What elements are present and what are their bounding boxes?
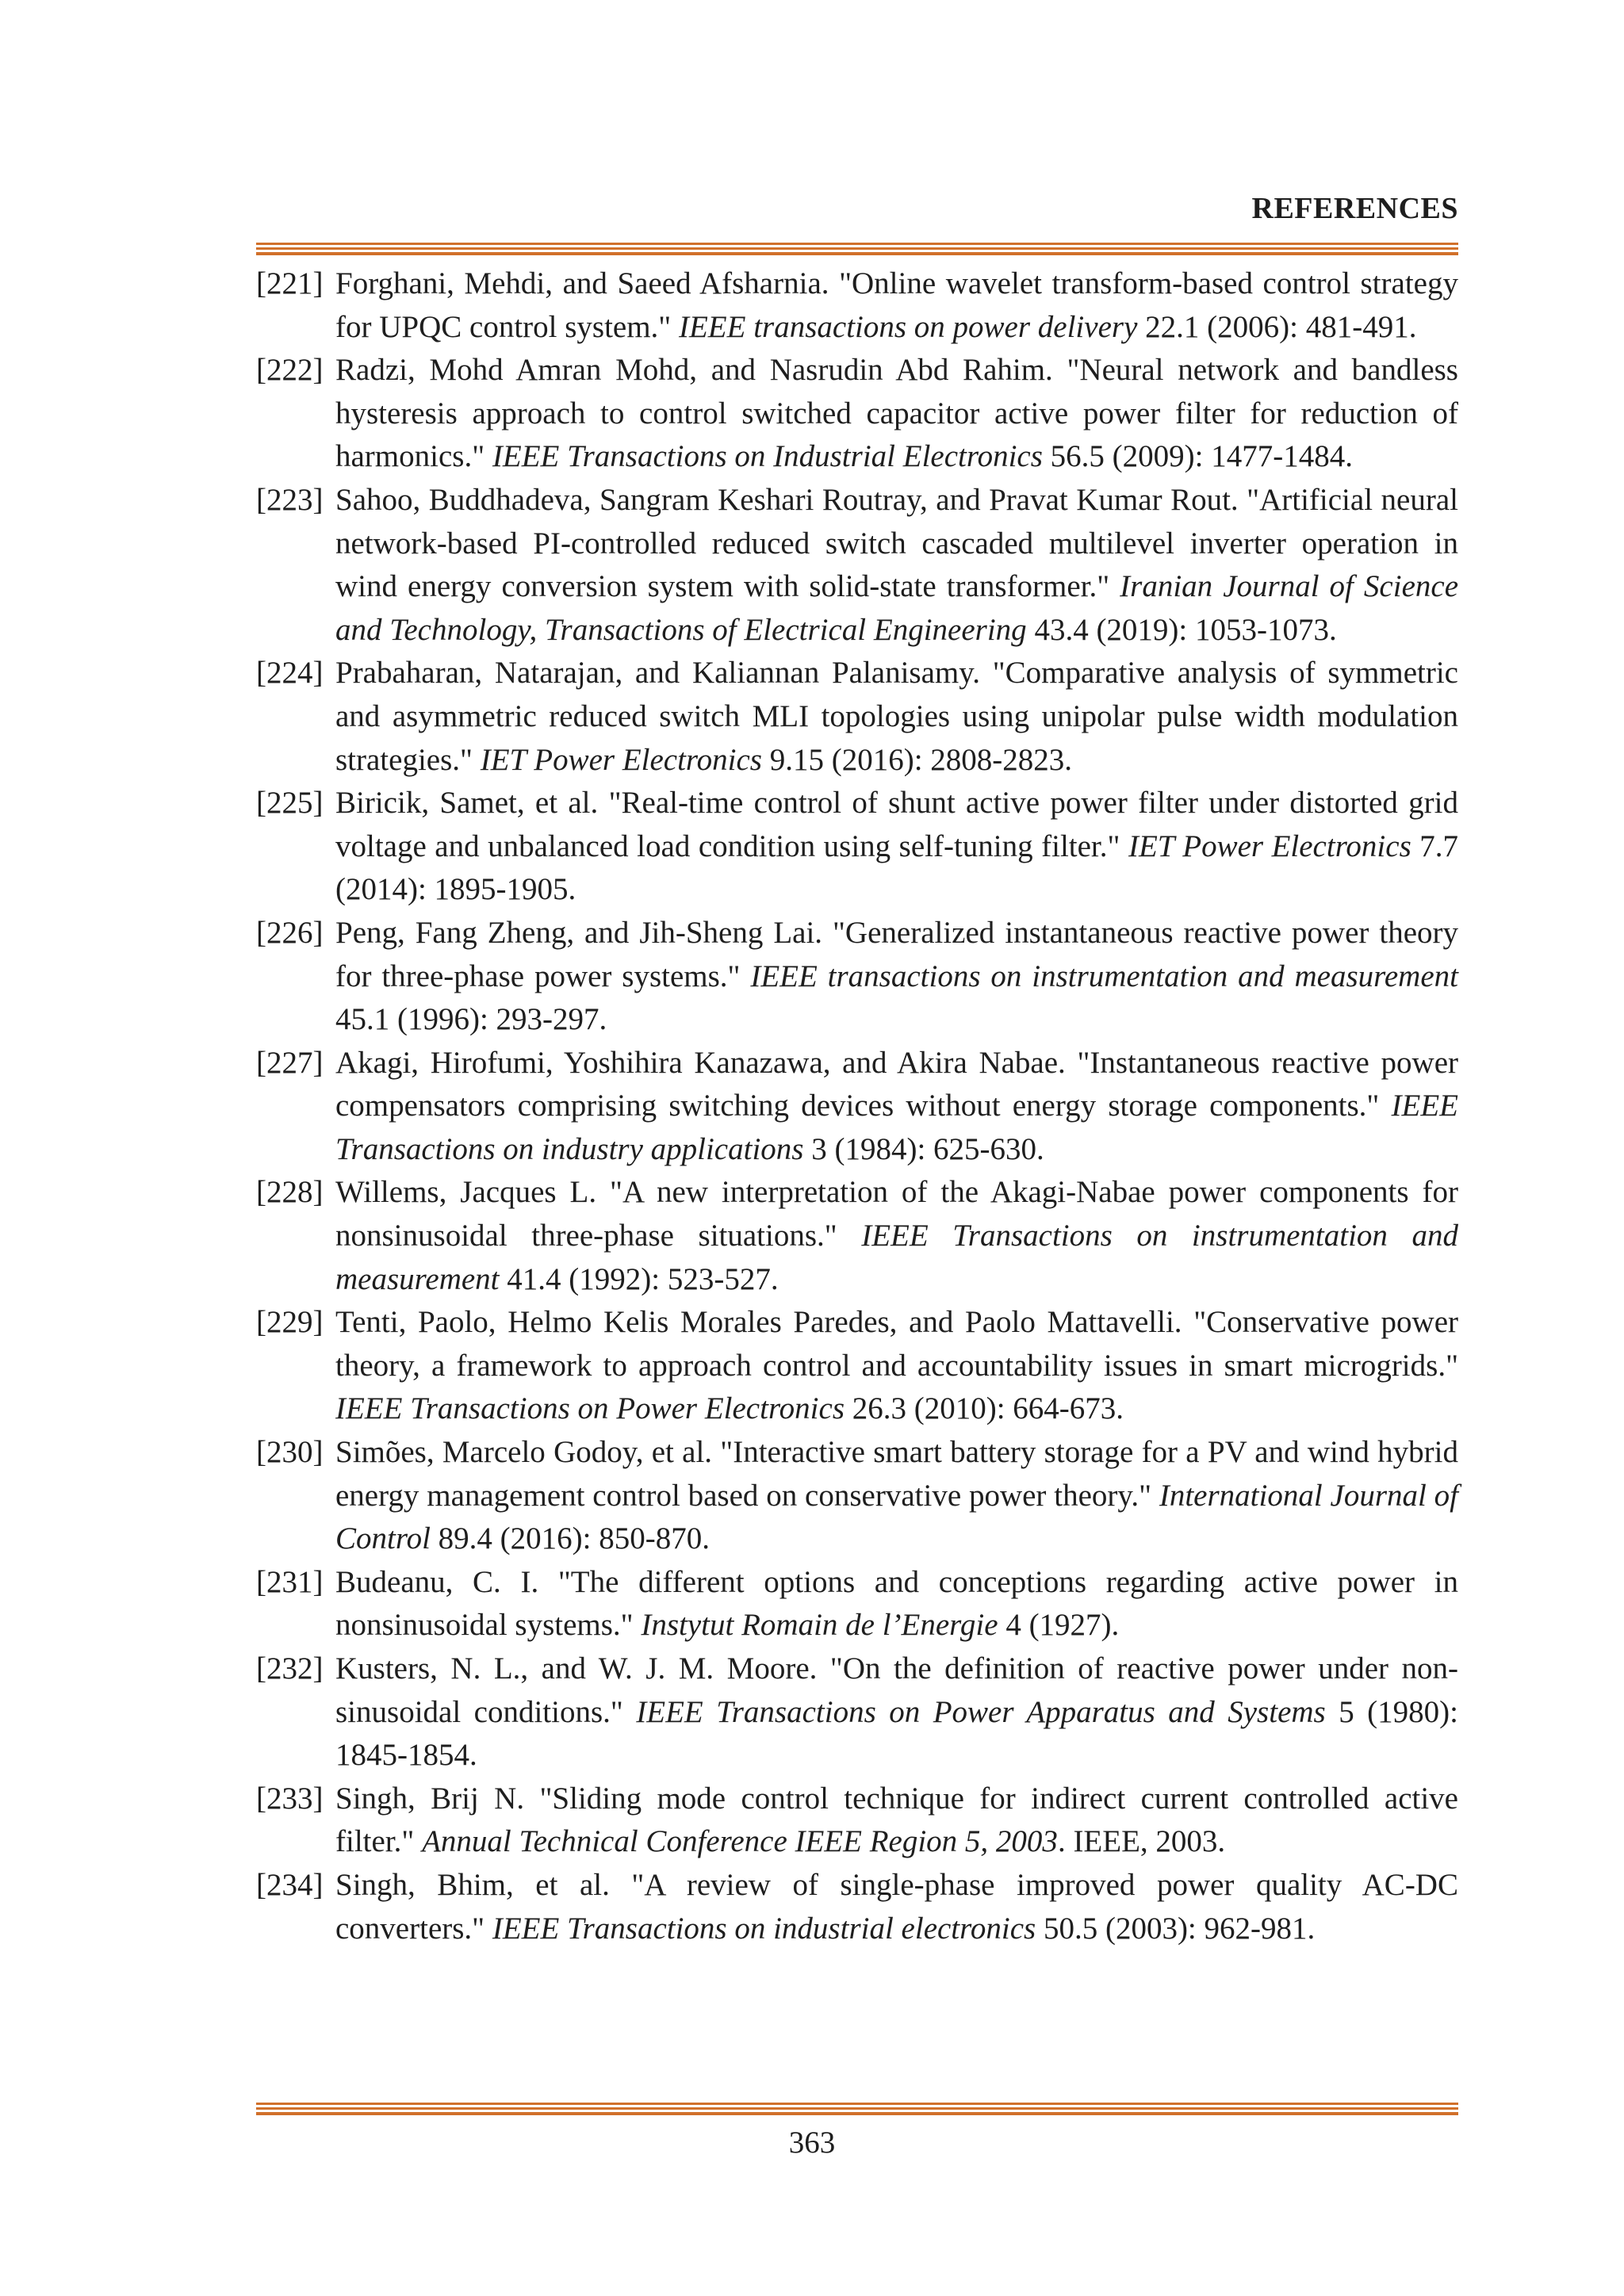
reference-authors-title: Akagi, Hirofumi, Yoshihira Kanazawa, and Akira Nabae. "Instantaneous reactive power compensators comprising switching devices without energy storage components." xyxy=(335,1045,1458,1123)
reference-volume-pages: 26.3 (2010): 664-673. xyxy=(845,1391,1124,1426)
reference-text xyxy=(335,262,1458,349)
reference-entry xyxy=(256,912,1458,1042)
reference-entry xyxy=(256,1042,1458,1172)
reference-volume-pages: 3 (1984): 625-630. xyxy=(803,1131,1044,1166)
reference-text xyxy=(335,652,1458,782)
reference-text xyxy=(335,1042,1458,1172)
reference-text xyxy=(335,1777,1458,1864)
reference-volume-pages: . IEEE, 2003. xyxy=(1057,1824,1226,1859)
reference-journal: IET Power Electronics xyxy=(480,742,762,777)
reference-authors-title: Singh, Bhim, et al. "A review of single-phase improved power quality AC-DC converters." xyxy=(335,1867,1458,1946)
reference-authors-title: Sahoo, Buddhadeva, Sangram Keshari Routray, and Pravat Kumar Rout. "Artificial neural network-based PI-controlled reduced switch cascaded multilevel inverter operation in wind energy conversion system with solid-state transformer." xyxy=(335,482,1458,604)
reference-number: [233] xyxy=(256,1781,324,1816)
reference-journal: Iranian Journal of Science and Technology, Transactions of Electrical Engineering xyxy=(335,569,1459,647)
reference-journal: Annual Technical Conference IEEE Region 5, 2003 xyxy=(422,1824,1058,1859)
reference-entry xyxy=(256,1431,1458,1561)
reference-number: [225] xyxy=(256,786,324,821)
reference-number: [222] xyxy=(256,353,324,388)
reference-authors-title: Kusters, N. L., and W. J. M. Moore. "On the definition of reactive power under non-sinusoidal conditions." xyxy=(335,1651,1458,1729)
reference-number: [229] xyxy=(256,1305,324,1340)
footer-divider xyxy=(256,2103,1458,2118)
reference-text xyxy=(335,1647,1458,1777)
reference-number: [223] xyxy=(256,482,324,517)
page-header-title: REFERENCES xyxy=(1251,192,1458,225)
reference-text xyxy=(335,782,1458,912)
reference-journal: IEEE transactions on power delivery xyxy=(678,309,1138,344)
reference-authors-title: Peng, Fang Zheng, and Jih-Sheng Lai. "Generalized instantaneous reactive power theory for three-phase power systems." xyxy=(335,915,1458,993)
reference-journal: IET Power Electronics xyxy=(1128,828,1411,863)
reference-volume-pages: 5 (1980): 1845-1854. xyxy=(335,1694,1458,1773)
reference-number: [234] xyxy=(256,1867,324,1902)
reference-volume-pages: 89.4 (2016): 850-870. xyxy=(430,1521,710,1556)
reference-text xyxy=(335,1561,1458,1647)
header-divider xyxy=(256,243,1458,258)
reference-journal: IEEE transactions on instrumentation and measurement xyxy=(750,959,1458,993)
reference-number: [224] xyxy=(256,656,324,691)
reference-volume-pages: 41.4 (1992): 523-527. xyxy=(499,1261,779,1296)
reference-authors-title: Budeanu, C. I. "The different options and conceptions regarding active power in nonsinusoidal systems." xyxy=(335,1564,1458,1643)
page-number: 363 xyxy=(788,2126,836,2160)
reference-volume-pages: 7.7 (2014): 1895-1905. xyxy=(335,828,1459,907)
reference-entry xyxy=(256,349,1458,479)
reference-text xyxy=(335,1864,1458,1950)
reference-number: [232] xyxy=(256,1651,324,1686)
reference-entry xyxy=(256,1171,1458,1301)
reference-text xyxy=(335,1301,1458,1431)
reference-volume-pages: 4 (1927). xyxy=(998,1608,1120,1643)
reference-text xyxy=(335,349,1458,479)
reference-entry xyxy=(256,1864,1458,1950)
reference-volume-pages: 43.4 (2019): 1053-1073. xyxy=(1026,612,1337,647)
reference-entry xyxy=(256,782,1458,912)
reference-journal: IEEE Transactions on industry applications xyxy=(335,1089,1458,1166)
reference-entry xyxy=(256,479,1458,652)
reference-list xyxy=(256,262,1458,1950)
reference-volume-pages: 45.1 (1996): 293-297. xyxy=(335,1002,607,1037)
reference-journal: International Journal of Control xyxy=(335,1478,1458,1556)
reference-entry xyxy=(256,262,1458,349)
reference-number: [228] xyxy=(256,1175,324,1210)
reference-authors-title: Forghani, Mehdi, and Saeed Afsharnia. "Online wavelet transform-based control strategy for UPQC control system." xyxy=(335,266,1458,344)
reference-authors-title: Tenti, Paolo, Helmo Kelis Morales Paredes, and Paolo Mattavelli. "Conservative power theory, a framework to approach control and accountability issues in smart microgrids." xyxy=(335,1305,1458,1383)
reference-volume-pages: 50.5 (2003): 962-981. xyxy=(1036,1911,1316,1946)
reference-number: [226] xyxy=(256,915,324,950)
reference-text xyxy=(335,1171,1458,1301)
reference-authors-title: Prabaharan, Natarajan, and Kaliannan Palanisamy. "Comparative analysis of symmetric and asymmetric reduced switch MLI topologies using unipolar pulse width modulation strategies." xyxy=(335,656,1458,777)
reference-number: [221] xyxy=(256,266,324,300)
reference-volume-pages: 9.15 (2016): 2808-2823. xyxy=(762,742,1073,777)
reference-journal: IEEE Transactions on Industrial Electronics xyxy=(492,439,1043,474)
reference-number: [231] xyxy=(256,1564,324,1599)
reference-authors-title: Singh, Brij N. "Sliding mode control technique for indirect current controlled active filter." xyxy=(335,1781,1458,1859)
reference-journal: IEEE Transactions on Power Electronics xyxy=(335,1391,845,1426)
reference-authors-title: Biricik, Samet, et al. "Real-time control of shunt active power filter under distorted grid voltage and unbalanced load condition using self-tuning filter." xyxy=(335,786,1458,863)
reference-entry xyxy=(256,1301,1458,1431)
reference-text xyxy=(335,1431,1458,1561)
reference-authors-title: Willems, Jacques L. "A new interpretation of the Akagi-Nabae power components for nonsinusoidal three-phase situations." xyxy=(335,1175,1458,1253)
reference-volume-pages: 22.1 (2006): 481-491. xyxy=(1137,309,1417,344)
reference-entry xyxy=(256,1647,1458,1777)
reference-journal: IEEE Transactions on industrial electronics xyxy=(492,1911,1036,1946)
reference-entry xyxy=(256,1561,1458,1647)
reference-authors-title: Simões, Marcelo Godoy, et al. "Interactive smart battery storage for a PV and wind hybrid energy management control based on conservative power theory." xyxy=(335,1435,1458,1513)
reference-number: [227] xyxy=(256,1045,324,1080)
reference-number: [230] xyxy=(256,1435,324,1470)
reference-journal: Instytut Romain de l’Energie xyxy=(641,1608,998,1643)
reference-text xyxy=(335,912,1458,1042)
reference-journal: IEEE Transactions on Power Apparatus and Systems xyxy=(636,1694,1326,1729)
reference-authors-title: Radzi, Mohd Amran Mohd, and Nasrudin Abd Rahim. "Neural network and bandless hysteresis approach to control switched capacitor active power filter for reduction of harmonics." xyxy=(335,353,1458,474)
reference-journal: IEEE Transactions on instrumentation and measurement xyxy=(335,1219,1458,1296)
reference-entry xyxy=(256,1777,1458,1864)
reference-volume-pages: 56.5 (2009): 1477-1484. xyxy=(1042,439,1353,474)
reference-entry xyxy=(256,652,1458,782)
reference-text xyxy=(335,479,1458,652)
